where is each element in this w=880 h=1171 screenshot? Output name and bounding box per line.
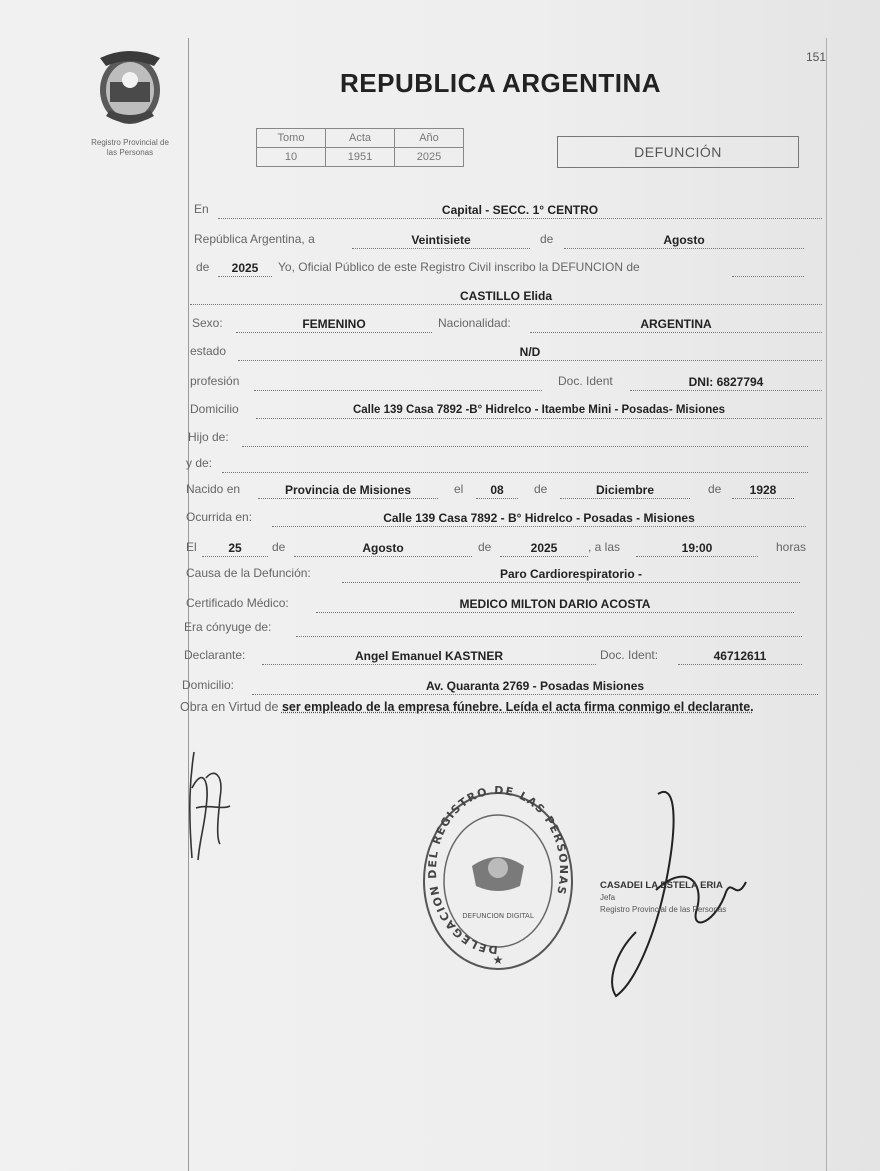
value-def-anio: 2025	[500, 540, 588, 557]
label-profesion: profesión	[190, 374, 240, 388]
stamp-role: Jefa	[600, 893, 616, 902]
label-conyuge: Era cónyuge de:	[184, 620, 272, 634]
label-republica: República Argentina, a	[194, 232, 315, 246]
value-nombre: CASTILLO Elida	[190, 288, 822, 305]
row-certificado	[186, 596, 822, 614]
registry-value-tomo: 10	[257, 148, 326, 167]
row-nombre	[190, 288, 826, 306]
label-el: el	[454, 482, 464, 496]
row-fecha-defuncion	[186, 540, 826, 558]
value-declarante: Angel Emanuel KASTNER	[262, 648, 596, 665]
institution-line1: Registro Provincial de	[91, 138, 169, 147]
value-obra: ser empleado de la empresa fúnebre. Leída el acta firma conmigo el declarante.	[281, 700, 754, 714]
value-certificado: MEDICO MILTON DARIO ACOSTA	[316, 596, 794, 613]
value-ocurrida-en: Calle 139 Casa 7892 - B° Hidrelco - Posadas - Misiones	[272, 510, 806, 527]
value-mes: Agosto	[564, 232, 804, 249]
value-domicilio: Calle 139 Casa 7892 -B° Hidrelco - Itaembe Mini - Posadas- Misiones	[256, 402, 822, 419]
label-en: En	[194, 202, 209, 216]
value-nac-anio: 1928	[732, 482, 794, 499]
value-dia-letras: Veintisiete	[352, 232, 530, 249]
label-yo: Yo, Oficial Público de este Registro Civil inscribo la DEFUNCION de	[278, 260, 640, 274]
value-nac-dia: 08	[476, 482, 518, 499]
value-def-hora: 19:00	[636, 540, 758, 557]
row-hijo-de	[188, 430, 824, 448]
label-de-b: de	[708, 482, 722, 496]
registry-value-anio: 2025	[395, 148, 464, 167]
dots-conyuge	[296, 620, 802, 637]
page-number: 151	[806, 50, 827, 64]
label-el-upper: El	[186, 540, 197, 554]
value-causa: Paro Cardiorespiratorio -	[342, 566, 800, 583]
coat-of-arms-icon	[92, 44, 168, 128]
label-declarante: Declarante:	[184, 648, 246, 662]
label-y-de: y de:	[186, 456, 213, 470]
label-de-a: de	[534, 482, 548, 496]
registry-table	[256, 128, 464, 167]
seal-ring-text: DELEGACION DEL REGISTRO DE LAS PERSONAS	[425, 786, 571, 957]
label-causa: Causa de la Defunción:	[186, 566, 311, 580]
dots-profesion	[254, 374, 542, 391]
row-inscribo	[190, 260, 826, 278]
institution-line2: las Personas	[106, 148, 154, 157]
value-anio: 2025	[218, 260, 272, 277]
document-title: REPUBLICA ARGENTINA	[340, 68, 662, 98]
label-de-c: de	[272, 540, 286, 554]
label-doc-ident-2: Doc. Ident:	[600, 648, 659, 662]
row-nacido-en	[186, 482, 822, 500]
seal-inner-text: DEFUNCION DIGITAL	[462, 912, 534, 920]
value-sexo: FEMENINO	[236, 316, 432, 333]
official-stamp	[600, 880, 770, 916]
value-dni: DNI: 6827794	[630, 374, 822, 391]
dots-y-de	[222, 456, 808, 473]
label-estado: estado	[190, 344, 227, 358]
value-nacido-en: Provincia de Misiones	[258, 482, 438, 499]
value-lugar: Capital - SECC. 1° CENTRO	[218, 202, 822, 219]
label-obra: Obra en Virtud de	[180, 700, 279, 714]
value-estado: N/D	[238, 344, 822, 361]
value-def-mes: Agosto	[294, 540, 472, 557]
value-declarante-domicilio: Av. Quaranta 2769 - Posadas Misiones	[252, 678, 818, 695]
label-de-1: de	[540, 232, 554, 246]
row-profesion	[190, 374, 826, 392]
row-conyuge	[184, 620, 820, 638]
label-de-2: de	[196, 260, 210, 274]
value-nac-mes: Diciembre	[560, 482, 690, 499]
label-domicilio-2: Domicilio:	[182, 678, 235, 692]
institution-name	[70, 138, 190, 158]
row-lugar	[190, 202, 826, 220]
label-de-d: de	[478, 540, 492, 554]
row-estado	[190, 344, 826, 362]
row-declarante	[184, 648, 820, 666]
row-domicilio	[190, 402, 826, 420]
row-domicilio-declarante	[182, 678, 822, 696]
registry-header-tomo: Tomo	[257, 129, 326, 148]
label-certificado: Certificado Médico:	[186, 596, 289, 610]
registry-header-anio: Año	[395, 129, 464, 148]
dots-inscribo	[732, 260, 804, 277]
label-ocurrida-en: Ocurrida en:	[186, 510, 253, 524]
value-def-dia: 25	[202, 540, 268, 557]
label-sexo: Sexo:	[192, 316, 223, 330]
label-doc-ident: Doc. Ident	[558, 374, 613, 388]
value-declarante-doc: 46712611	[678, 648, 802, 665]
label-a-las: , a las	[588, 540, 621, 554]
row-ocurrida-en	[186, 510, 822, 528]
value-nacionalidad: ARGENTINA	[530, 316, 822, 333]
stamp-office: Registro Provincial de las Personas	[600, 905, 727, 914]
label-hijo-de: Hijo de:	[188, 430, 229, 444]
label-horas: horas	[776, 540, 807, 554]
obra-en-virtud-paragraph	[180, 700, 820, 715]
row-fecha	[190, 232, 826, 250]
dots-hijo-de	[242, 430, 808, 447]
registry-value-acta: 1951	[326, 148, 395, 167]
row-y-de	[186, 456, 822, 474]
document-type-box: DEFUNCIÓN	[557, 136, 799, 168]
right-margin-rule	[826, 38, 827, 1171]
label-nacido-en: Nacido en	[186, 482, 241, 496]
row-causa	[186, 566, 822, 584]
stamp-name: CASADEI LA ESTELA ERIA	[600, 880, 723, 891]
declarant-signature-icon	[180, 748, 240, 868]
label-nacionalidad: Nacionalidad:	[438, 316, 511, 330]
registry-header-acta: Acta	[326, 129, 395, 148]
seal-star-icon: ★	[492, 953, 504, 967]
row-sexo	[190, 316, 826, 334]
official-seal-icon	[418, 786, 578, 976]
label-domicilio: Domicilio	[190, 402, 239, 416]
